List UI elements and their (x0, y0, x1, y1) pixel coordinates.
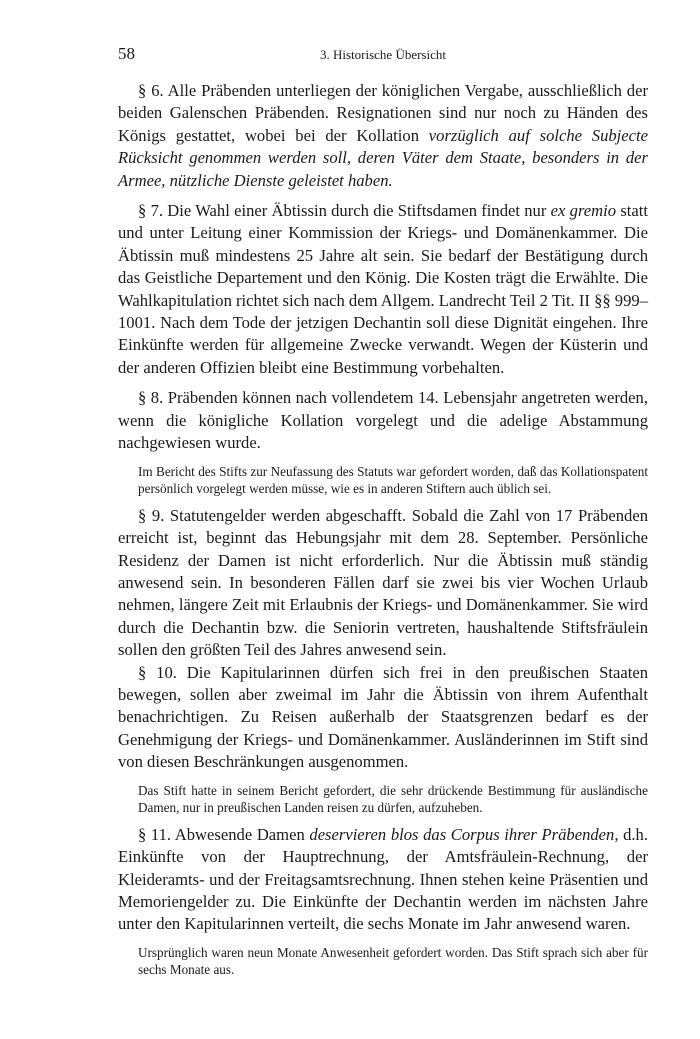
running-head: 3. Historische Übersicht (319, 47, 446, 62)
note-section-11: Ursprünglich waren neun Monate Anwesenheit gefordert worden. Das Stift sprach sich aber für sechs Monate aus. (138, 944, 648, 978)
paragraph-section-11 (118, 824, 648, 936)
quoted-emphasis: deservieren blos das Corpus ihrer Präbenden (309, 824, 615, 844)
page-number: 58 (118, 44, 135, 63)
quoted-emphasis: ex gremio (550, 201, 617, 221)
paragraph-section-9: § 9. Statutengelder werden abgeschafft. Sobald die Zahl von 17 Präbenden erreicht ist, beginnt das Hebungsjahr mit dem 28. September. Persönliche Residenz der Damen ist nicht erforderlich. Nur die Äbtissin muß ständig anwesend sein. In besonderen Fällen darf sie zwei bis vier Wochen Urlaub nehmen, längere Zeit mit Erlaubnis der Kriegs- und Domänenkammer. Sie wird durch die Dechantin bzw. die Seniorin vertreten, haushaltende Stiftsfräulein sollen den größten Teil des Jahres anwesend sein. (118, 505, 648, 660)
quoted-emphasis: vorzüglich auf solche Subjecte Rücksicht genommen werden soll, deren Väter dem Staate, besonders in der Armee, nützliche Dienste geleistet haben. (118, 125, 648, 190)
paragraph-section-8: § 8. Präbenden können nach vollendetem 14. Lebensjahr angetreten werden, wenn die königliche Kollation vorgelegt und die adelige Abstammung nachgewiesen wurde. (118, 388, 648, 453)
paragraph-section-6 (118, 80, 648, 192)
paragraph-text: statt und unter Leitung einer Kommission der Kriegs- und Domänenkammer. Die Äbtissin muß mindestens 25 Jahre alt sein. Sie bedarf der Bestätigung durch das Geistliche Departement und den König. Die Kosten trägt die Erwählte. Die Wahlkapitulation richtet sich nach dem Allgem. Landrecht Teil 2 Tit. II §§ 999–1001. Nach dem Tode der jetzigen Dechantin soll diese Dignität eingehen. Ihre Einkünfte werden für allgemeine Zwecke verwandt. Wegen der Küsterin und der anderen Offizien bleibt eine Bestimmung vorbehalten. (118, 201, 648, 377)
main-text (118, 80, 648, 979)
paragraph-section-7 (118, 200, 648, 379)
note-section-10: Das Stift hatte in seinem Bericht gefordert, die sehr drückende Bestimmung für ausländische Damen, nur in preußischen Landen reisen zu dürfen, aufzuheben. (138, 782, 648, 816)
paragraph-text: § 7. Die Wahl einer Äbtissin durch die Stiftsdamen findet nur (138, 201, 551, 221)
paragraph-text: § 6. Alle Präbenden unterliegen der königlichen Vergabe, ausschließlich der beiden Galenschen Präbenden. Resignationen sind nur noch zu Händen des Königs gestattet, wobei bei der Kollation (118, 81, 648, 145)
paragraph-text: § 11. Abwesende Damen (138, 824, 310, 844)
note-section-8: Im Bericht des Stifts zur Neufassung des Statuts war gefordert worden, daß das Kollationspatent persönlich vorgelegt werden müsse, wie es in anderen Stiftern auch üblich sei. (138, 463, 648, 497)
paragraph-text: , d.h. Einkünfte von der Hauptrechnung, der Amtsfräulein-Rechnung, der Kleideramts- und der Freitagsamtsrechnung. Ihnen stehen keine Präsentien und Memoriengelder zu. Die Einkünfte der Dechantin werden im nächsten Jahre unter den Kapitularinnen verteilt, die sechs Monate im Jahr anwesend waren. (118, 824, 649, 934)
paragraph-section-10: § 10. Die Kapitularinnen dürfen sich frei in den preußischen Staaten bewegen, sollen aber zweimal im Jahr die Äbtissin von ihrem Aufenthalt benachrichtigen. Zu Reisen außerhalb der Staatsgrenzen bedarf es der Genehmigung der Kriegs- und Domänenkammer. Ausländerinnen im Stift sind von diesen Beschränkungen ausgenommen. (118, 662, 648, 772)
page-header (118, 44, 648, 68)
